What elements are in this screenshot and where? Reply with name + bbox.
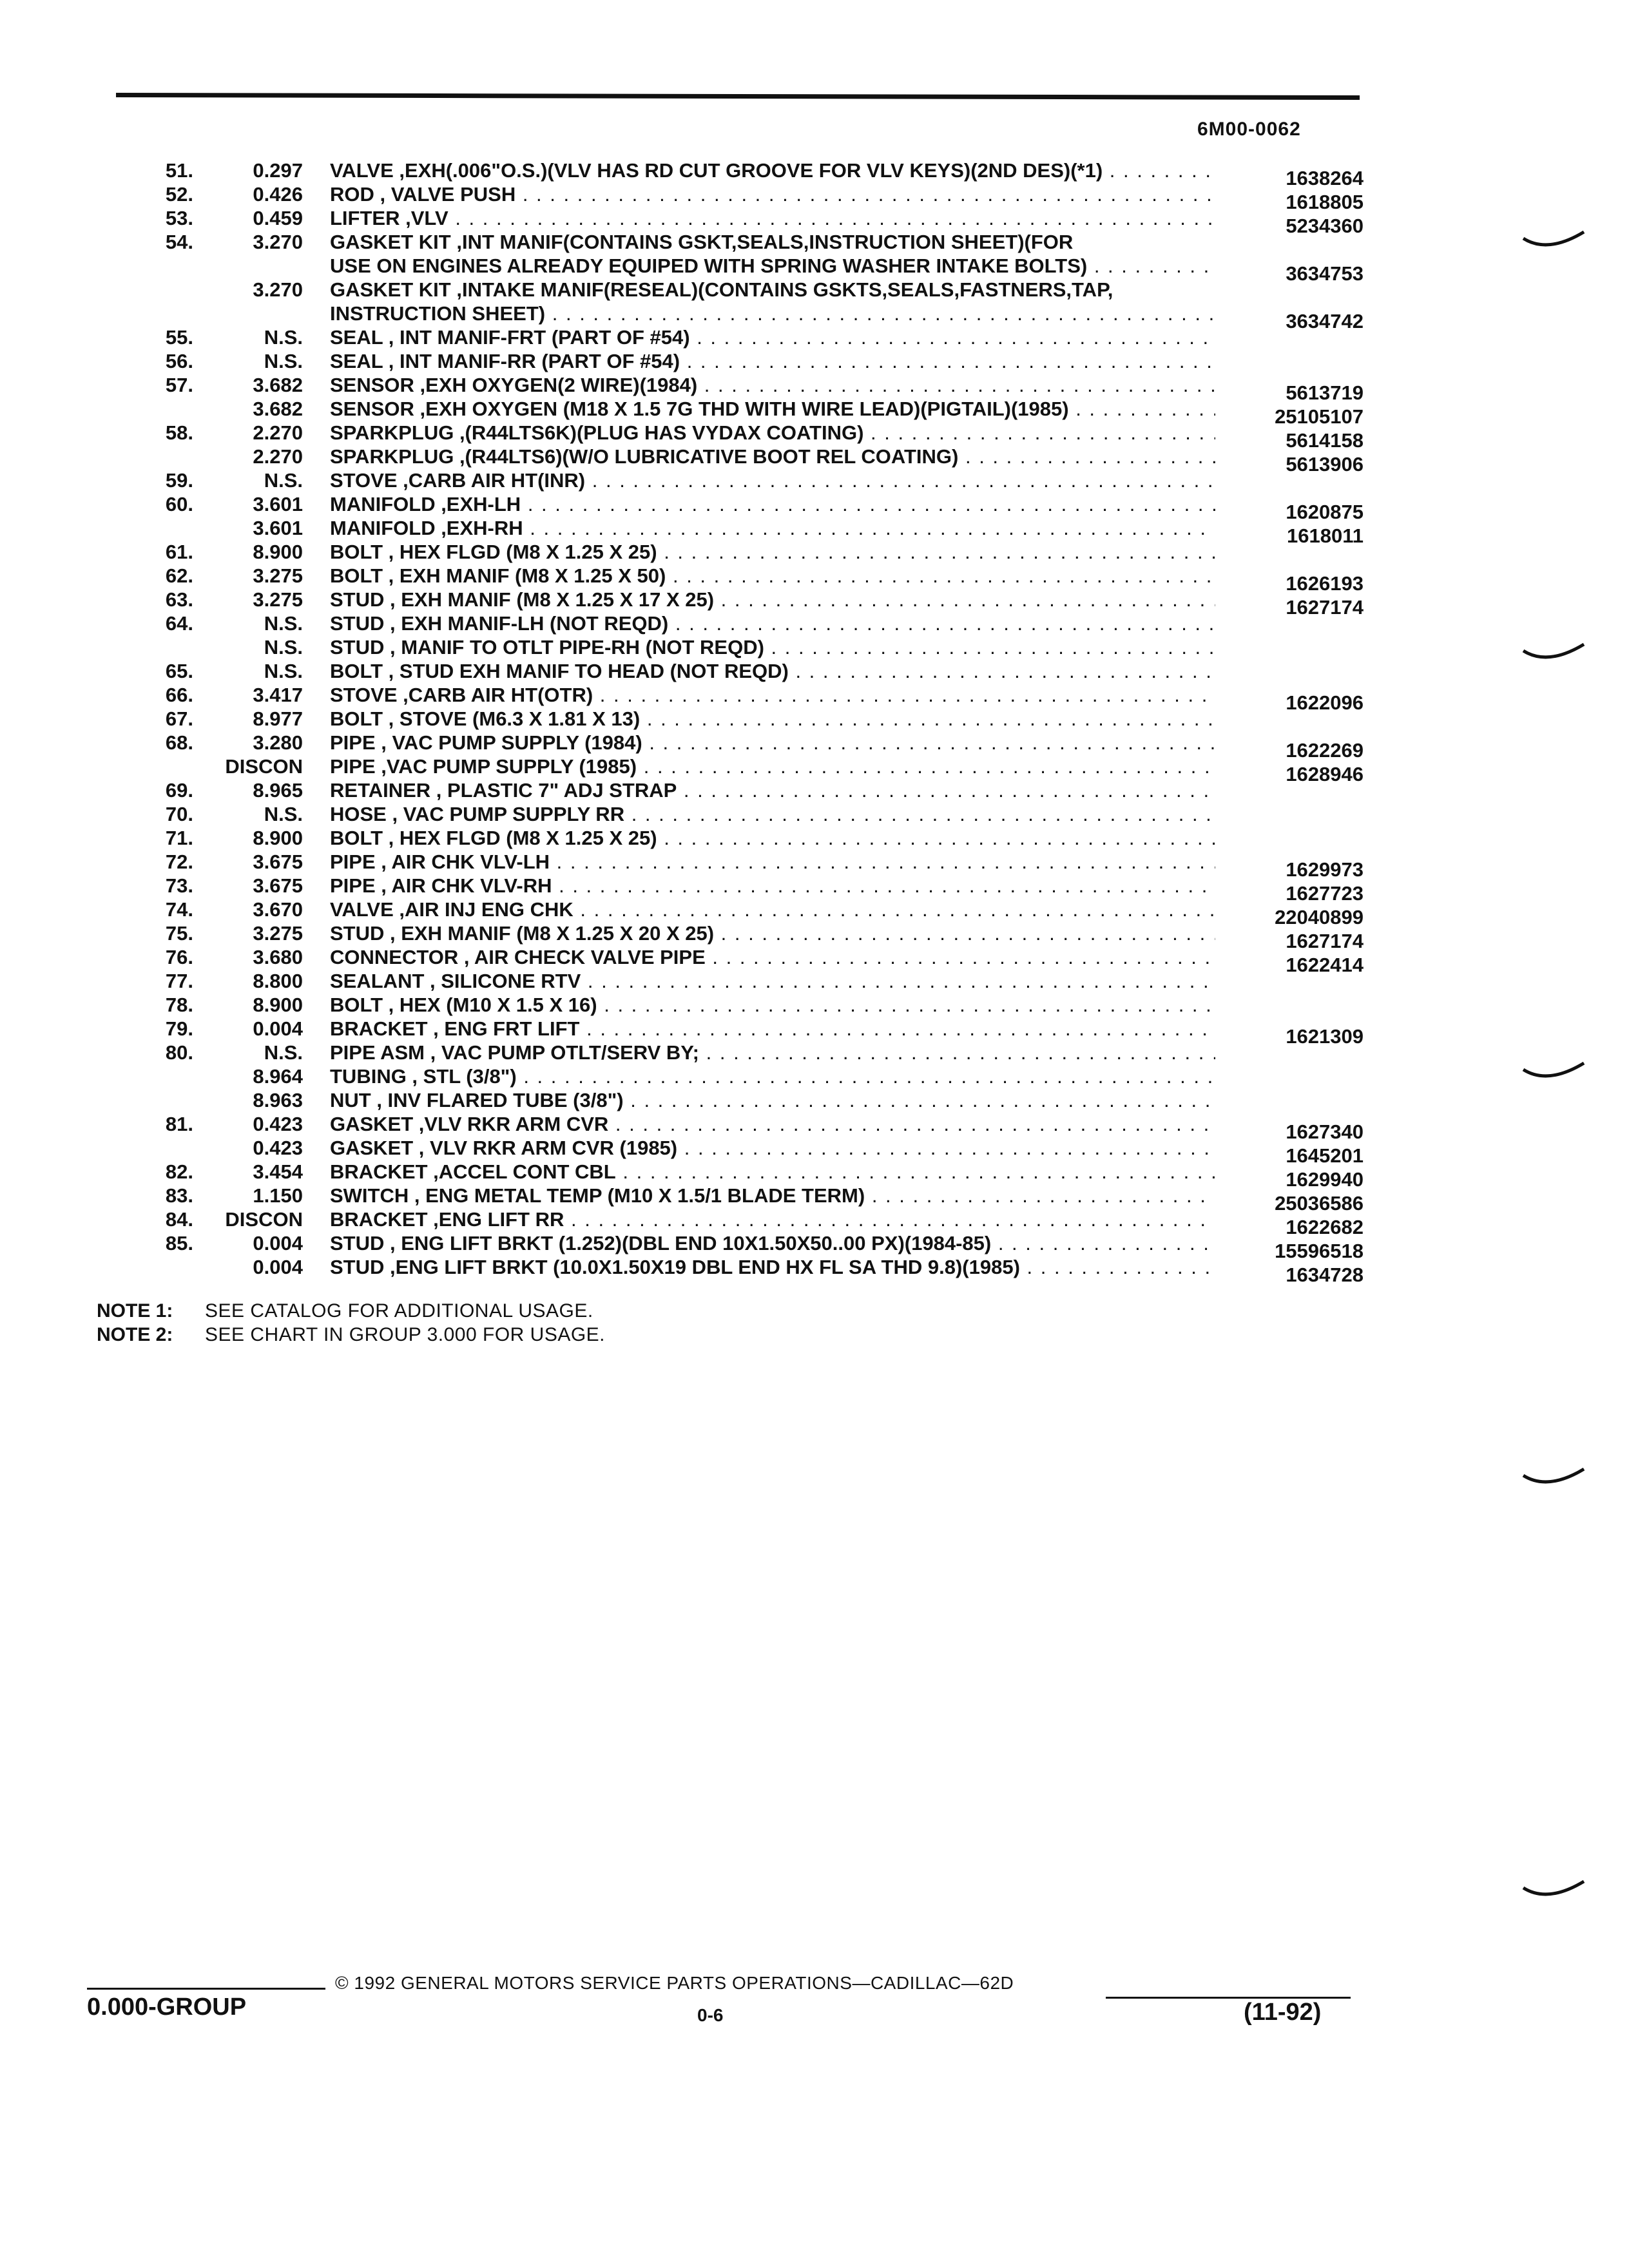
table-row — [0, 1184, 1629, 1215]
binder-hole-mark — [1522, 638, 1586, 668]
group-number: N.S. — [264, 326, 303, 349]
item-number: 56. — [165, 350, 193, 372]
copyright-line: © 1992 GENERAL MOTORS SERVICE PARTS OPERATIONS—CADILLAC—62D — [335, 1973, 1014, 1993]
table-row — [0, 659, 1629, 683]
group-number: 1.150 — [253, 1184, 303, 1207]
item-number: 53. — [165, 207, 193, 229]
table-row — [0, 945, 1629, 976]
table-row — [0, 898, 1629, 928]
group-number: DISCON — [225, 755, 303, 778]
part-description: BOLT , EXH MANIF (M8 X 1.25 X 50) . . . — [330, 564, 1215, 588]
item-number: 59. — [165, 469, 193, 492]
part-description: PIPE ASM , VAC PUMP OTLT/SERV BY; . . . — [330, 1041, 1215, 1064]
part-description: STUD , EXH MANIF (M8 X 1.25 X 17 X 25) . . . — [330, 588, 1215, 611]
table-row — [0, 540, 1629, 564]
table-row — [0, 325, 1629, 349]
part-description: STUD , ENG LIFT BRKT (1.252)(DBL END 10X1.50X50..00 PX)(1984-85) . . . — [330, 1231, 1215, 1255]
note-line — [97, 1323, 605, 1347]
item-number: 79. — [165, 1017, 193, 1040]
item-number: 84. — [165, 1208, 193, 1231]
table-row — [0, 373, 1629, 404]
group-number: N.S. — [264, 1041, 303, 1064]
note-text: SEE CATALOG FOR ADDITIONAL USAGE. — [205, 1300, 593, 1321]
item-number: 69. — [165, 779, 193, 802]
part-description: GASKET , VLV RKR ARM CVR (1985) . . . — [330, 1136, 1215, 1160]
group-number: 3.680 — [253, 946, 303, 968]
part-description: GASKET KIT ,INTAKE MANIF(RESEAL)(CONTAINS GSKTS,SEALS,FASTNERS,TAP, — [330, 278, 1113, 301]
part-description: SPARKPLUG ,(R44LTS6K)(PLUG HAS VYDAX COATING) . . . — [330, 421, 1215, 445]
group-label: 0.000-GROUP — [87, 1994, 247, 2021]
group-number: 0.004 — [253, 1017, 303, 1040]
table-row — [0, 230, 1629, 254]
table-row — [0, 850, 1629, 881]
group-number: 0.423 — [253, 1137, 303, 1159]
group-number: 3.670 — [253, 898, 303, 921]
group-number: 8.964 — [253, 1065, 303, 1088]
group-number: 8.900 — [253, 827, 303, 849]
page-number: 0-6 — [697, 2005, 724, 2025]
table-row — [0, 707, 1629, 731]
item-number: 85. — [165, 1232, 193, 1254]
part-description: HOSE , VAC PUMP SUPPLY RR . . . — [330, 802, 1215, 826]
part-description: SPARKPLUG ,(R44LTS6)(W/O LUBRICATIVE BOOT REL COATING) . . . — [330, 445, 1215, 468]
group-number: N.S. — [264, 469, 303, 492]
part-number: 5613719 — [1286, 381, 1364, 404]
part-number: 15596518 — [1275, 1240, 1364, 1262]
table-row — [0, 1041, 1629, 1064]
document-code: 6M00-0062 — [1197, 119, 1301, 140]
part-description: GASKET KIT ,INT MANIF(CONTAINS GSKT,SEALS,INSTRUCTION SHEET)(FOR — [330, 231, 1074, 253]
note-label: NOTE 1: — [97, 1300, 173, 1321]
group-number: 0.297 — [253, 159, 303, 182]
part-description: RETAINER , PLASTIC 7" ADJ STRAP . . . — [330, 778, 1215, 802]
part-description: NUT , INV FLARED TUBE (3/8") . . . — [330, 1088, 1215, 1112]
part-description: SEAL , INT MANIF-RR (PART OF #54) . . . — [330, 349, 1215, 373]
part-description: PIPE , AIR CHK VLV-LH . . . — [330, 850, 1215, 874]
part-description: STUD ,ENG LIFT BRKT (10.0X1.50X19 DBL END HX FL SA THD 9.8)(1985) . . . — [330, 1255, 1215, 1279]
part-number: 1621309 — [1286, 1025, 1364, 1048]
table-row — [0, 445, 1629, 476]
part-description: PIPE ,VAC PUMP SUPPLY (1985) . . . — [330, 754, 1215, 778]
part-description: GASKET ,VLV RKR ARM CVR . . . — [330, 1112, 1215, 1136]
group-number: N.S. — [264, 660, 303, 682]
group-number: 0.423 — [253, 1113, 303, 1135]
table-row — [0, 1136, 1629, 1167]
table-row — [0, 683, 1629, 714]
group-number: 3.601 — [253, 493, 303, 515]
table-row — [0, 349, 1629, 373]
item-number: 81. — [165, 1113, 193, 1135]
part-number: 1627174 — [1286, 930, 1364, 952]
part-description: PIPE , AIR CHK VLV-RH . . . — [330, 874, 1215, 898]
group-number: 3.270 — [253, 231, 303, 253]
part-description: BOLT , HEX FLGD (M8 X 1.25 X 25) . . . — [330, 826, 1215, 850]
item-number: 63. — [165, 588, 193, 611]
group-number: 8.965 — [253, 779, 303, 802]
note-text: SEE CHART IN GROUP 3.000 FOR USAGE. — [205, 1324, 606, 1345]
group-number: 3.675 — [253, 874, 303, 897]
item-number: 78. — [165, 994, 193, 1016]
table-row — [0, 611, 1629, 635]
table-row — [0, 468, 1629, 492]
part-number: 1627340 — [1286, 1120, 1364, 1143]
group-number: 8.963 — [253, 1089, 303, 1111]
binder-hole-mark — [1522, 1057, 1586, 1086]
part-number: 25036586 — [1275, 1192, 1364, 1215]
part-number: 1627723 — [1286, 882, 1364, 905]
part-description: BOLT , HEX (M10 X 1.5 X 16) . . . — [330, 993, 1215, 1017]
table-row — [0, 731, 1629, 762]
item-number: 77. — [165, 970, 193, 992]
group-number: 3.675 — [253, 850, 303, 873]
table-row — [0, 826, 1629, 850]
item-number: 52. — [165, 183, 193, 206]
table-row — [0, 802, 1629, 826]
table-row — [0, 182, 1629, 213]
part-number: 1638264 — [1286, 167, 1364, 189]
part-number: 1622682 — [1286, 1216, 1364, 1238]
group-number: 3.280 — [253, 731, 303, 754]
part-description: BOLT , HEX FLGD (M8 X 1.25 X 25) . . . — [330, 540, 1215, 564]
group-number: 0.426 — [253, 183, 303, 206]
table-row — [0, 1064, 1629, 1088]
item-number: 57. — [165, 374, 193, 396]
group-number: N.S. — [264, 803, 303, 825]
item-number: 76. — [165, 946, 193, 968]
table-row — [0, 516, 1629, 547]
group-number: 0.004 — [253, 1232, 303, 1254]
item-number: 80. — [165, 1041, 193, 1064]
table-row — [0, 564, 1629, 595]
part-description: BRACKET ,ACCEL CONT CBL . . . — [330, 1160, 1215, 1184]
group-number: 8.900 — [253, 994, 303, 1016]
part-description: BOLT , STOVE (M6.3 X 1.81 X 13) . . . — [330, 707, 1215, 731]
table-row — [0, 921, 1629, 952]
table-row — [0, 302, 1629, 332]
item-number: 62. — [165, 564, 193, 587]
binder-hole-mark — [1522, 226, 1586, 255]
part-description: VALVE ,EXH(.006"O.S.)(VLV HAS RD CUT GROOVE FOR VLV KEYS)(2ND DES)(*1) . . . — [330, 159, 1215, 182]
part-description: SEALANT , SILICONE RTV . . . — [330, 969, 1215, 993]
item-number: 72. — [165, 850, 193, 873]
part-number: 1628946 — [1286, 763, 1364, 785]
table-row — [0, 874, 1629, 905]
part-number: 1622414 — [1286, 954, 1364, 976]
parts-list — [0, 159, 1629, 1286]
item-number: 65. — [165, 660, 193, 682]
part-description: SWITCH , ENG METAL TEMP (M10 X 1.5/1 BLADE TERM) . . . — [330, 1184, 1215, 1207]
binder-hole-mark — [1522, 1463, 1586, 1492]
part-description: SEAL , INT MANIF-FRT (PART OF #54) . . . — [330, 325, 1215, 349]
group-number: 3.454 — [253, 1160, 303, 1183]
part-description: STUD , MANIF TO OTLT PIPE-RH (NOT REQD) . . . — [330, 635, 1215, 659]
table-row — [0, 969, 1629, 993]
part-description: STUD , EXH MANIF-LH (NOT REQD) . . . — [330, 611, 1215, 635]
item-number: 83. — [165, 1184, 193, 1207]
part-number: 1618011 — [1287, 524, 1364, 547]
item-number: 68. — [165, 731, 193, 754]
item-number: 51. — [165, 159, 193, 182]
part-number: 1629940 — [1286, 1168, 1364, 1191]
header-rule — [116, 93, 1360, 100]
group-number: 3.601 — [253, 517, 303, 539]
table-row — [0, 159, 1629, 189]
table-row — [0, 1160, 1629, 1191]
group-number: N.S. — [264, 636, 303, 658]
part-description: SENSOR ,EXH OXYGEN (M18 X 1.5 7G THD WITH WIRE LEAD)(PIGTAIL)(1985) . . . — [330, 397, 1215, 421]
table-row — [0, 778, 1629, 802]
part-number: 1618805 — [1286, 191, 1364, 213]
table-row — [0, 1112, 1629, 1143]
part-description: PIPE , VAC PUMP SUPPLY (1984) . . . — [330, 731, 1215, 754]
group-number: 3.275 — [253, 564, 303, 587]
table-row — [0, 1017, 1629, 1048]
note-label: NOTE 2: — [97, 1324, 173, 1345]
part-number: 25105107 — [1275, 405, 1364, 428]
item-number: 82. — [165, 1160, 193, 1183]
item-number: 67. — [165, 707, 193, 730]
group-number: 2.270 — [253, 445, 303, 468]
part-description: BOLT , STUD EXH MANIF TO HEAD (NOT REQD) . . . — [330, 659, 1215, 683]
part-description: USE ON ENGINES ALREADY EQUIPED WITH SPRING WASHER INTAKE BOLTS) . . . — [330, 254, 1215, 278]
group-number: 3.682 — [253, 398, 303, 420]
table-row — [0, 1207, 1629, 1238]
item-number: 74. — [165, 898, 193, 921]
part-description: STOVE ,CARB AIR HT(INR) . . . — [330, 468, 1215, 492]
item-number: 70. — [165, 803, 193, 825]
group-number: N.S. — [264, 350, 303, 372]
part-number: 5234360 — [1286, 215, 1364, 237]
date-code: (11-92) — [1244, 1999, 1322, 2026]
part-number: 1626193 — [1286, 572, 1364, 595]
part-description: ROD , VALVE PUSH . . . — [330, 182, 1215, 206]
group-number: 8.900 — [253, 541, 303, 563]
part-description: MANIFOLD ,EXH-LH . . . — [330, 492, 1215, 516]
group-number: 3.417 — [253, 684, 303, 706]
table-row — [0, 206, 1629, 237]
table-row — [0, 421, 1629, 452]
part-number: 5613906 — [1286, 453, 1364, 476]
notes-section — [97, 1299, 605, 1347]
part-number: 3634742 — [1286, 310, 1364, 332]
item-number: 73. — [165, 874, 193, 897]
table-row — [0, 1255, 1629, 1286]
table-row — [0, 397, 1629, 428]
group-number: N.S. — [264, 612, 303, 635]
group-number: 0.004 — [253, 1256, 303, 1278]
part-number: 1620875 — [1286, 501, 1364, 523]
item-number: 60. — [165, 493, 193, 515]
group-number: 3.275 — [253, 588, 303, 611]
table-row — [0, 635, 1629, 659]
part-description: TUBING , STL (3/8") . . . — [330, 1064, 1215, 1088]
part-number: 22040899 — [1275, 906, 1364, 928]
item-number: 64. — [165, 612, 193, 635]
group-number: 3.270 — [253, 278, 303, 301]
group-number: 0.459 — [253, 207, 303, 229]
table-row — [0, 754, 1629, 785]
part-description: STOVE ,CARB AIR HT(OTR) . . . — [330, 683, 1215, 707]
item-number: 61. — [165, 541, 193, 563]
part-number: 1645201 — [1286, 1144, 1364, 1167]
part-number: 1622096 — [1286, 691, 1364, 714]
item-number: 58. — [165, 421, 193, 444]
table-row — [0, 254, 1629, 285]
group-number: DISCON — [225, 1208, 303, 1231]
part-number: 1634728 — [1286, 1264, 1364, 1286]
part-description: BRACKET , ENG FRT LIFT . . . — [330, 1017, 1215, 1041]
part-description: MANIFOLD ,EXH-RH . . . — [330, 516, 1215, 540]
part-number: 3634753 — [1286, 262, 1364, 285]
table-row — [0, 492, 1629, 523]
part-description: BRACKET ,ENG LIFT RR . . . — [330, 1207, 1215, 1231]
group-number: 3.682 — [253, 374, 303, 396]
group-number: 3.275 — [253, 922, 303, 945]
part-description: STUD , EXH MANIF (M8 X 1.25 X 20 X 25) . . . — [330, 921, 1215, 945]
item-number: 66. — [165, 684, 193, 706]
part-number: 5614158 — [1286, 429, 1364, 452]
part-number: 1627174 — [1286, 596, 1364, 619]
binder-hole-mark — [1522, 1875, 1586, 1905]
group-number: 2.270 — [253, 421, 303, 444]
table-row — [0, 993, 1629, 1017]
part-number: 1622269 — [1286, 739, 1364, 762]
part-description: LIFTER ,VLV . . . — [330, 206, 1215, 230]
part-description: CONNECTOR , AIR CHECK VALVE PIPE . . . — [330, 945, 1215, 969]
footer-rule-left — [87, 1988, 325, 1990]
item-number: 55. — [165, 326, 193, 349]
table-row — [0, 588, 1629, 619]
part-description: VALVE ,AIR INJ ENG CHK . . . — [330, 898, 1215, 921]
part-number: 1629973 — [1286, 858, 1364, 881]
note-line — [97, 1299, 605, 1323]
part-description: INSTRUCTION SHEET) . . . — [330, 302, 1215, 325]
item-number: 71. — [165, 827, 193, 849]
group-number: 8.977 — [253, 707, 303, 730]
table-row — [0, 278, 1629, 302]
table-row — [0, 1088, 1629, 1112]
part-description: SENSOR ,EXH OXYGEN(2 WIRE)(1984) . . . — [330, 373, 1215, 397]
table-row — [0, 1231, 1629, 1262]
item-number: 54. — [165, 231, 193, 253]
item-number: 75. — [165, 922, 193, 945]
group-number: 8.800 — [253, 970, 303, 992]
